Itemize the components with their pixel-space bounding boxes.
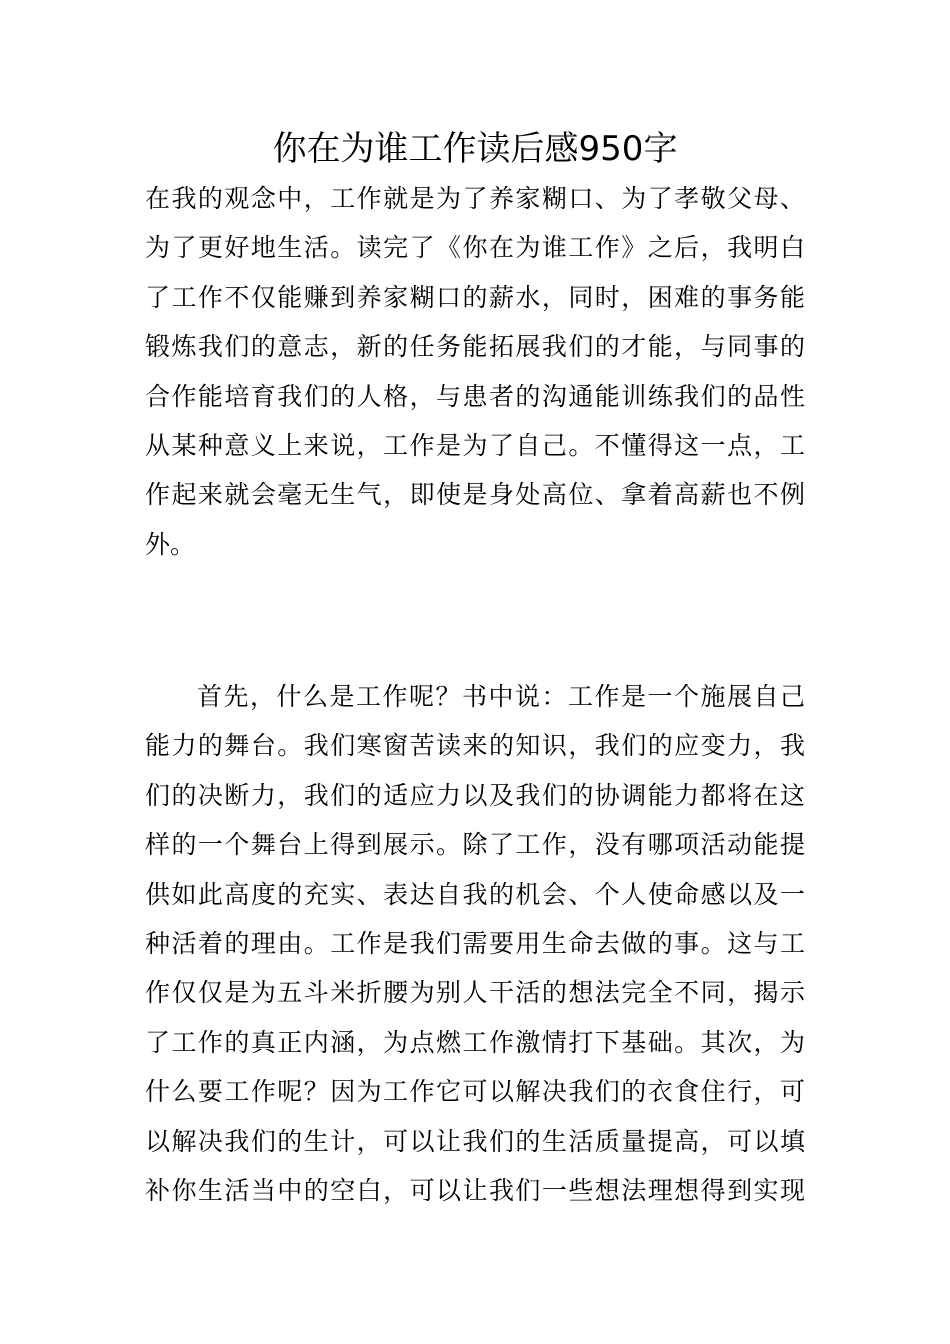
text-line: 种活着的理由。工作是我们需要用生命去做的事。这与工: [145, 928, 805, 958]
text-line: 首先，什么是工作呢？书中说：工作是一个施展自己: [197, 682, 805, 711]
text-line: 为了更好地生活。读完了《你在为谁工作》之后，我明白: [145, 233, 805, 263]
text-line: 作仅仅是为五斗米折腰为别人干活的想法完全不同，揭示: [145, 978, 805, 1008]
text-line: 样的一个舞台上得到展示。除了工作，没有哪项活动能提: [145, 830, 805, 860]
paragraph-2: [145, 672, 805, 1215]
text-line: 补你生活当中的空白，可以让我们一些想法理想得到实现: [145, 1175, 805, 1205]
text-line: 以解决我们的生计，可以让我们的生活质量提高，可以填: [145, 1126, 805, 1156]
text-line: 了工作的真正内涵，为点燃工作激情打下基础。其次，为: [145, 1027, 805, 1057]
text-line: 能力的舞台。我们寒窗苦读来的知识，我们的应变力，我: [145, 731, 805, 761]
document-title: 你在为谁工作读后感950字: [272, 129, 678, 169]
text-line: 外。: [145, 529, 196, 559]
text-line: 供如此高度的充实、表达自我的机会、个人使命感以及一: [145, 879, 805, 909]
text-line: 作起来就会毫无生气，即使是身处高位、拿着高薪也不例: [145, 480, 805, 510]
text-line: 在我的观念中，工作就是为了养家糊口、为了孝敬父母、: [145, 184, 805, 213]
text-line: 们的决断力，我们的适应力以及我们的协调能力都将在这: [145, 780, 805, 810]
text-line: 合作能培育我们的人格，与患者的沟通能训练我们的品性: [145, 381, 805, 411]
text-line: 锻炼我们的意志，新的任务能拓展我们的才能，与同事的: [145, 332, 805, 362]
text-line: 什么要工作呢？因为工作它可以解决我们的衣食住行，可: [145, 1077, 805, 1107]
paragraph-1: [145, 174, 805, 569]
text-line: 从某种意义上来说，工作是为了自己。不懂得这一点，工: [145, 430, 805, 460]
text-line: 了工作不仅能赚到养家糊口的薪水，同时，困难的事务能: [145, 282, 805, 312]
